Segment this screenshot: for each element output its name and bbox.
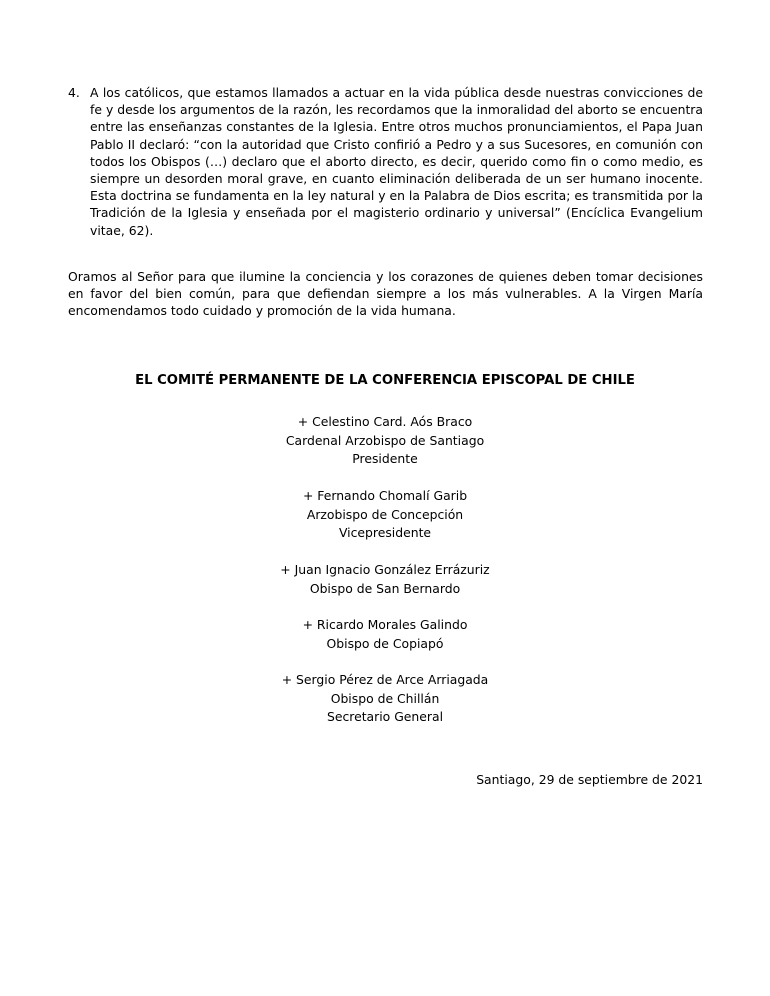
signature-block-5: [0, 671, 770, 727]
signatory-name: + Celestino Card. Aós Braco: [297, 414, 473, 429]
signatory-title: Obispo de Copiapó: [326, 635, 444, 651]
signature-block-4: [0, 616, 770, 653]
signatory-title: Cardenal Arzobispo de Santiago: [285, 432, 485, 448]
signatory-name: + Ricardo Morales Galindo: [302, 617, 468, 632]
signatory-role: Presidente: [352, 451, 418, 466]
place-date: Santiago, 29 de septiembre de 2021: [476, 772, 703, 787]
signatory-name: + Sergio Pérez de Arce Arriagada: [281, 672, 489, 687]
signature-block-1: [0, 413, 770, 469]
signatory-title: Obispo de San Bernardo: [309, 580, 461, 596]
signatory-name: + Juan Ignacio González Errázuriz: [280, 562, 490, 577]
signature-block-2: [0, 487, 770, 543]
paragraph-number: 4.: [68, 85, 80, 100]
signatory-title: Arzobispo de Concepción: [306, 506, 464, 522]
signatory-title: Obispo de Chillán: [330, 690, 440, 706]
signature-block-3: [0, 561, 770, 598]
committee-heading: EL COMITÉ PERMANENTE DE LA CONFERENCIA EPISCOPAL DE CHILE: [135, 373, 635, 388]
signatory-role: Vicepresidente: [338, 525, 432, 540]
closing-paragraph: Oramos al Señor para que ilumine la conciencia y los corazones de quienes deben tomar decisiones en favor del bien común, para que defiendan siempre a los más vulnerables. A la Virgen María encomendamos todo cuidado y promoción de la vida humana.: [68, 269, 703, 319]
signatory-name: + Fernando Chomalí Garib: [302, 488, 468, 503]
paragraph-text: A los católicos, que estamos llamados a actuar en la vida pública desde nuestras convicciones de fe y desde los argumentos de la razón, les recordamos que la inmoralidad del aborto se encuentra entre las enseñanzas constantes de la Iglesia. Entre otros muchos pronunciamientos, el Papa Juan Pablo II declaró: “con la autoridad que Cristo confirió a Pedro y a sus Sucesores, en comunión con todos los Obispos (…) declaro que el aborto directo, es decir, querido como fin o como medio, es siempre un desorden moral grave, en cuanto eliminación deliberada de un ser humano inocente. Esta doctrina se fundamenta en la ley natural y en la Palabra de Dios escrita; es transmitida por la Tradición de la Iglesia y enseñada por el magisterio ordinario y universal” (Encíclica Evangelium vitae, 62).: [90, 85, 703, 238]
numbered-paragraph-4: [68, 84, 703, 239]
signatory-role: Secretario General: [326, 709, 444, 724]
